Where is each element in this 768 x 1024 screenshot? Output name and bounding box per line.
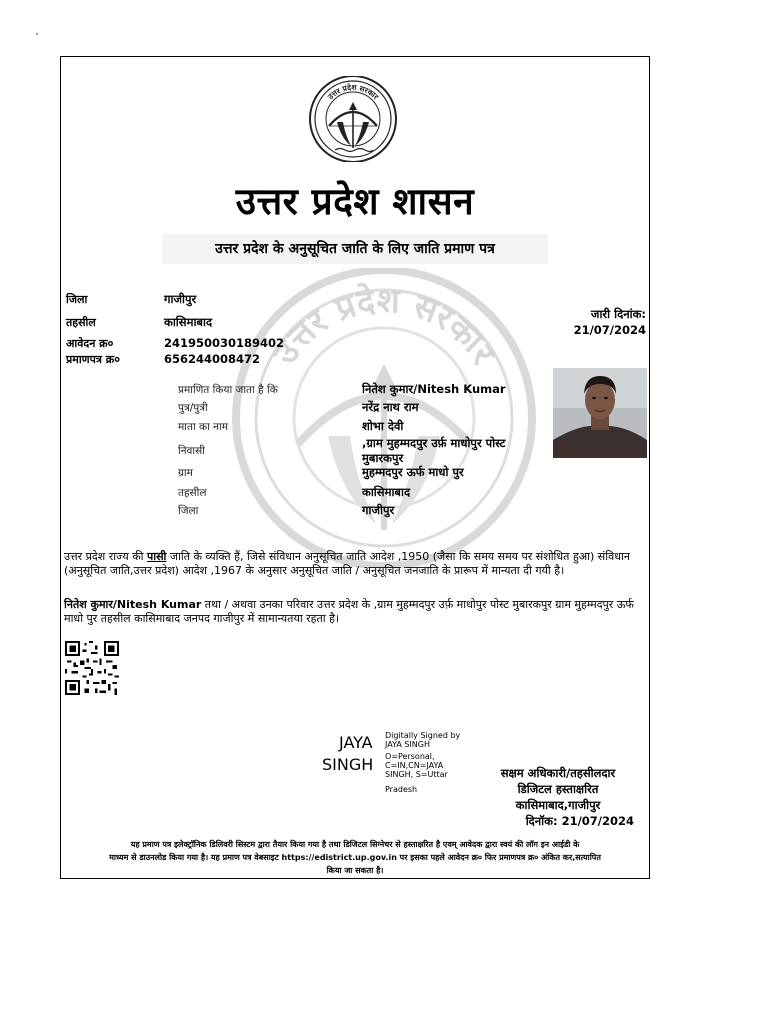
watermark-text: उत्तर प्रदेश सरकार: [265, 280, 504, 372]
person-tehsil-value: कासिमाबाद: [362, 485, 411, 499]
person-district-value: गाजीपुर: [362, 503, 395, 517]
signature-detail-4: C=IN,CN=JAYA: [385, 761, 444, 770]
issue-date-value: 21/07/2024: [573, 323, 646, 337]
caste-statement-rest: जाति के व्यक्ति हैं, जिसे संविधान अनुसूचित जाति आदेश ,1950 (जैसा कि समय समय पर संशोधित हुआ) संविधान (अनुसूचित जाति,उत्तर प्रदेश) आदेश ,1967 के अनुसार अनुसूचित जाति / अनुसूचित जनजाति के प्रारूप में मान्यता दी गयी है।: [64, 550, 630, 577]
caste-name: पासी: [147, 550, 167, 563]
state-emblem-seal: [307, 76, 399, 162]
officer-designation: सक्षम अधिकारी/तहसीलदार: [500, 766, 616, 780]
scan-speck: [36, 33, 38, 35]
officer-digital-signed: डिजिटल हस्ताक्षरित: [517, 782, 599, 796]
application-number-label: आवेदन क्र०: [66, 337, 114, 350]
father-name: नरेंद्र नाथ राम: [362, 400, 419, 414]
caste-statement-paragraph: [64, 550, 646, 578]
signer-name-line2: SINGH: [322, 755, 374, 774]
caste-statement-start: उत्तर प्रदेश राज्य की: [64, 550, 148, 563]
district-value: गाजीपुर: [164, 292, 197, 306]
applicant-photo: [553, 368, 647, 458]
verification-qr-code: [64, 641, 120, 695]
footer-line2: माध्यम से डाउनलोड किया गया है। यह प्रमाण पत्र वेबसाइट https://edistrict.up.gov.in पर इसका पहले आवेदन क्र० फिर प्रमाणपत्र क्र० अंकित कर,सत्यापित: [109, 853, 601, 862]
footer-line3: किया जा सकता है।: [326, 866, 384, 875]
residence-statement-rest: तथा / अथवा उनका परिवार उत्तर प्रदेश के ,ग्राम मुहम्मदपुर उर्फ़ माधोपुर पोस्ट मुबारकपुर ग्राम मुहम्मदपुर ऊर्फ माधो पुर तहसील कासिमाबाद जनपद गाजीपुर में सामान्यतया रहता है।: [64, 598, 634, 625]
footer-note: [66, 838, 644, 877]
village-value: मुहम्मदपुर ऊर्फ माधो पुर: [362, 465, 464, 479]
residence-statement-paragraph: [64, 598, 646, 626]
emblem-watermark: [228, 268, 540, 568]
certified-label: प्रमाणित किया जाता है कि: [178, 384, 278, 396]
officer-date: दिनॉक: 21/07/2024: [525, 814, 634, 828]
tehsil-label: तहसील: [66, 316, 96, 329]
certificate-subtitle: उत्तर प्रदेश के अनुसूचित जाति के लिए जाति प्रमाण पत्र: [215, 241, 495, 257]
officer-location: कासिमाबाद,गाजीपुर: [515, 798, 601, 812]
signature-detail-1: Digitally Signed by: [385, 731, 461, 740]
application-number-value: 241950030189402: [164, 336, 285, 350]
certificate-number-label: प्रमाणपत्र क्र०: [66, 353, 120, 366]
district-label: जिला: [66, 293, 88, 306]
resident-address: ,ग्राम मुहम्मदपुर उर्फ़ माधोपुर पोस्ट मुबारकपुर: [362, 436, 506, 465]
mother-label: माता का नाम: [178, 421, 228, 433]
signer-name-line1: JAYA: [339, 733, 373, 752]
resident-label: निवासी: [178, 445, 205, 457]
signature-details: [385, 731, 460, 794]
certificate-number-value: 656244008472: [164, 352, 261, 366]
officer-block: [480, 765, 636, 829]
village-label: ग्राम: [178, 467, 193, 479]
person-district-label: जिला: [178, 505, 199, 517]
residence-applicant-name: नितेश कुमार/Nitesh Kumar: [64, 598, 202, 611]
mother-name: शोभा देवी: [362, 419, 404, 433]
tehsil-value: कासिमाबाद: [164, 315, 213, 329]
footer-line1: यह प्रमाण पत्र इलेक्ट्रॉनिक डिलिवरी सिस्टम द्वारा तैयार किया गया है तथा डिजिटल सिग्नेचर से हस्ताक्षरित है एवम् आवेदक द्वारा स्वयं की लॉग इन आईडी के: [130, 840, 580, 849]
signature-detail-3: O=Personal,: [385, 752, 435, 761]
applicant-name: नितेश कुमार/Nitesh Kumar: [362, 382, 506, 396]
signature-detail-6: Pradesh: [385, 785, 418, 794]
page-title: उत्तर प्रदेश शासन: [235, 180, 475, 223]
issue-date-label: जारी दिनांक:: [590, 307, 646, 321]
signature-detail-5: SINGH, S=Uttar: [385, 770, 448, 779]
person-tehsil-label: तहसील: [178, 487, 207, 499]
signature-detail-2: JAYA SINGH: [385, 740, 430, 749]
son-of-label: पुत्र/पुत्री: [178, 402, 208, 414]
seal-text: उत्तर प्रदेश सरकार: [325, 82, 381, 102]
